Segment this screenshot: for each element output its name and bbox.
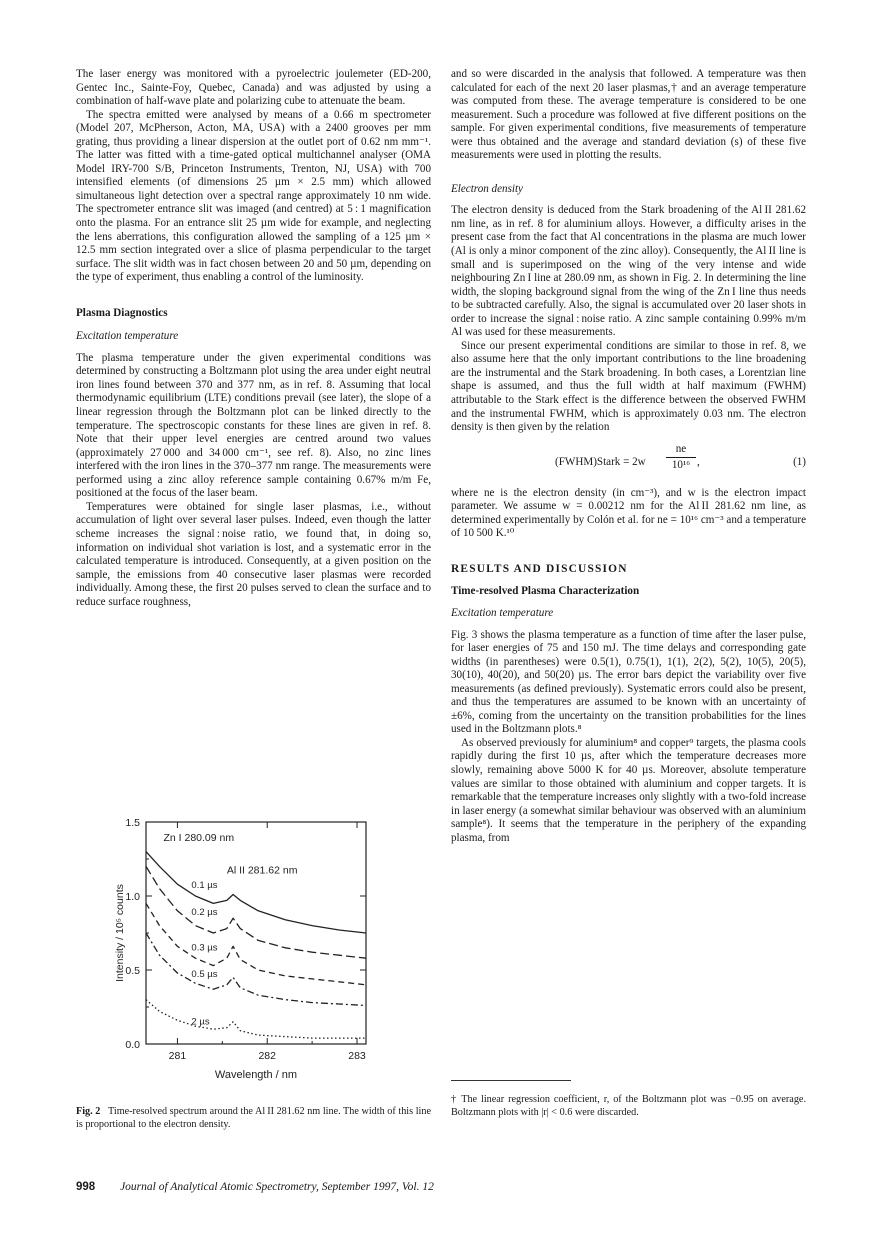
x-axis-label: Wavelength / nm xyxy=(214,1069,298,1081)
curve-label: 0.3 µs xyxy=(191,942,218,954)
footnote-rule xyxy=(451,1080,571,1081)
series-line xyxy=(146,903,366,984)
figure-caption xyxy=(76,1105,431,1131)
y-tick-label: 1.5 xyxy=(125,817,140,829)
y-tick-label: 1.0 xyxy=(125,891,140,903)
footnote-text: † The linear regression coefficient, r, of the Boltzmann plot was −0.95 on average. Boltzmann plots with |r| < 0.6 were discarded. xyxy=(451,1094,806,1118)
paragraph: The plasma temperature under the given experimental conditions was determined by constructing a Boltzmann plot using the area under eight neutral iron lines found between 370 and 377 nm, as in ref. 8. Assuming that local thermodynamic equilibrium (LTE) conditions prevail (see later), the slope of a linear regression through the Boltzmann plot can be linked directly to the temperature. The spectroscopic constants for these lines are given in ref. 8. Note that their upper level energies are centred around two values (approximately 27 000 and 34 000 cm⁻¹, see ref. 8). Also, no zinc lines interfered with the iron lines in the 370–377 nm range. The measurements were performed using a zinc alloy reference sample containing 0.67% m/m Fe, positioned at the focus of the laser beam. xyxy=(76,351,431,500)
paragraph: Temperatures were obtained for single laser plasmas, i.e., without accumulation of light over several laser pulses. Indeed, even though the latter scheme increases the signal : noise ratio, we found that, in doing so, information on individual shot variation is lost, and a systematic error in the calculated temperature is introduced. Consequently, at a given position on the sample, the emissions from 40 consecutive laser plasmas were recorded individually. Among these, the first 20 pulses served to clean the surface and to reduce surface roughness, xyxy=(76,500,431,608)
curve-label: 0.2 µs xyxy=(191,906,218,918)
annotation: Al II 281.62 nm xyxy=(226,864,298,877)
series-line xyxy=(146,866,366,958)
curve-label: 2 µs xyxy=(191,1016,210,1028)
figure-2 xyxy=(76,812,431,1102)
curve-label: 0.5 µs xyxy=(191,968,218,980)
subsection-heading: Excitation temperature xyxy=(76,330,179,343)
equation-1 xyxy=(451,441,806,481)
x-tick-label: 283 xyxy=(348,1050,366,1062)
left-column xyxy=(76,68,431,609)
spectrum-chart xyxy=(76,812,431,1102)
equation-fraction xyxy=(666,443,696,473)
paragraph: The laser energy was monitored with a pyroelectric joulemeter (ED-200, Gentec Inc., Sainte-Foy, Quebec, Canada) and was adjusted by using a combination of half-wave plate and polarizing cube to attenuate the beam. xyxy=(76,68,431,108)
paragraph: As observed previously for aluminium⁸ and copper⁹ targets, the plasma cools rapidly during the first 10 µs, after which the temperature decreases more slowly, remaining above 5000 K for 40 µs. Moreover, absolute temperature values are similar to those obtained with aluminium and copper targets. It is remarkable that the temperature increases only slightly with a two-fold increase in laser energy (a somewhat similar behaviour was observed with an aluminium sample⁸). It seems that the temperature in the periphery of the expanding plasma, from xyxy=(451,736,806,844)
equation-comma: , xyxy=(697,455,700,468)
section-heading: Time-resolved Plasma Characterization xyxy=(451,585,640,598)
plot-frame xyxy=(146,822,366,1044)
subsection-heading: Electron density xyxy=(451,182,523,195)
section-heading: Plasma Diagnostics xyxy=(76,306,168,319)
caption-text: Time-resolved spectrum around the Al II 281.62 nm line. The width of this line is proportional to the electron density. xyxy=(76,1106,431,1130)
paragraph: where ne is the electron density (in cm⁻³), and w is the electron impact parameter. We assume w = 0.00212 nm for the Al II 281.62 nm line, as determined experimentally by Colón et al. for ne = 10¹⁶ cm⁻³ and a temperature of 10 500 K.¹⁰ xyxy=(451,486,806,540)
paragraph: The electron density is deduced from the Stark broadening of the Al II 281.62 nm line, as in ref. 8 for aluminium alloys. However, a difficulty arises in the present case from the fact that Al concentrations in the plasma are much lower (Al is only a minor component of the zinc alloy). Consequently, the Al II line is small and is superimposed on the wing of the very intense and wide neighbouring Zn I line at 280.09 nm, as shown in Fig. 2. In determining the line width, the sloping background signal from the wing of the Zn I line thus needs to be subtracted carefully. Also, the signal is accumulated over 20 laser shots in order to increase the signal : noise ratio. A zinc sample containing 0.99% m/m Al was used for these measurements. xyxy=(451,204,806,339)
curve-label: 0.1 µs xyxy=(191,880,218,892)
x-tick-label: 282 xyxy=(258,1050,276,1062)
paragraph: Since our present experimental conditions are similar to those in ref. 8, we also assume here that the only important contributions to the line broadening are the instrumental and the Stark broadening. In both cases, a Lorentzian line shape is assumed, and thus the full width at half maximum (FWHM) attributable to the Stark effect is the difference between the observed FWHM and the instrumental FWHM, which is approximately 0.03 nm. The electron density is then given by the relation xyxy=(451,339,806,434)
series-line xyxy=(146,1000,366,1039)
equation-denominator: 10¹⁶ xyxy=(671,459,691,472)
caption-label: Fig. 2 xyxy=(76,1106,101,1117)
equation-numerator: ne xyxy=(666,443,696,459)
journal-name: Journal of Analytical Atomic Spectrometry, September 1997, Vol. 12 xyxy=(120,1181,434,1193)
paragraph: The spectra emitted were analysed by means of a 0.66 m spectrometer (Model 207, McPherson, Acton, MA, USA) with a 2400 grooves per mm grating, thus providing a linear dispersion at the outlet port of 0.62 nm mm⁻¹. The latter was fitted with a time-gated optical multichannel analyser (OMA Model IRY-700 S/B, Princeton Instruments, Trenton, NJ, USA) with 700 intensified elements (of dimensions 25 µm × 2.5 mm) which allowed simultaneous light detection over a spectral range approximately 10 nm wide. The spectrometer entrance slit was imaged (and centred) at 5 : 1 magnification onto the plasma. For an entrance slit 25 µm wide for example, and neglecting the lens aberrations, this configuration allowed the sampling of a 125 µm × 12.5 mm section integrated over a slice of plasma perpendicular to the target surface. The slit width was in fact chosen between 20 and 50 µm, depending on the type of experiment, thus enabling a control of the luminosity. xyxy=(76,108,431,284)
y-tick-label: 0.5 xyxy=(125,965,140,977)
y-tick-label: 0.0 xyxy=(125,1039,140,1051)
y-axis-label: Intensity / 10⁵ counts xyxy=(114,884,126,982)
series-line xyxy=(146,933,366,1006)
equation-number: (1) xyxy=(793,455,806,468)
paragraph: and so were discarded in the analysis that followed. A temperature was then calculated for each of the next 20 laser plasmas,† and an average temperature was computed from these. The average temperature is considered to be one measurement. Such a procedure was followed at five different positions on the sample. For given experimental conditions, five measurements of temperature were thus obtained and the average and standard deviation (s) of these five measurements were used in plotting the results. xyxy=(451,68,806,162)
annotation: Zn I 280.09 nm xyxy=(163,831,235,844)
right-column xyxy=(451,68,806,845)
section-heading: RESULTS AND DISCUSSION xyxy=(451,562,628,575)
equation-lhs: (FWHM)Stark = 2w xyxy=(555,455,646,468)
subsection-heading: Excitation temperature xyxy=(451,606,554,619)
page-number: 998 xyxy=(76,1181,96,1193)
paragraph: Fig. 3 shows the plasma temperature as a function of time after the laser pulse, for laser energies of 75 and 150 mJ. The time delays and corresponding gate widths (in parentheses) were 0.5(1), 0.75(1), 1(1), 2(2), 5(2), 10(5), 20(5), 30(10), 40(20), and 50(20) µs. The error bars depict the variability over five measurements (as defined previously). Systematic errors could also be present, and thus the temperatures are assumed to be known with an uncertainty of ±6%, coming from the uncertainty on the transition probabilities for the lines used in the Boltzmann plots.⁸ xyxy=(451,628,806,736)
footnote xyxy=(451,1093,806,1119)
page-footer xyxy=(76,1181,434,1193)
x-tick-label: 281 xyxy=(168,1050,187,1062)
